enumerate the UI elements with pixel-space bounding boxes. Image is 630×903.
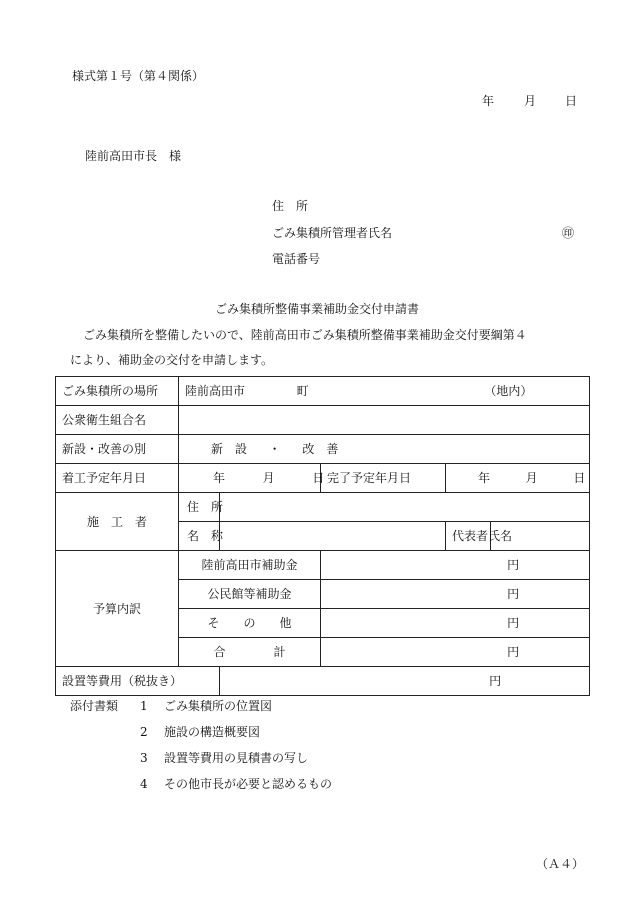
addressee: 陸前高田市長 様 [85, 149, 182, 163]
budget-city-amount[interactable]: 円 [321, 551, 590, 580]
budget-total-amount[interactable]: 円 [321, 638, 590, 667]
representative-label: 代表者氏名 [446, 522, 491, 551]
location-field[interactable] [179, 377, 590, 406]
attachments-heading: 添付書類 [70, 699, 119, 713]
row-type [56, 435, 590, 464]
row-union [56, 406, 590, 435]
type-field[interactable] [179, 435, 590, 464]
builder-address-field[interactable] [220, 493, 590, 522]
attachment-text: その他市長が必要と認めるもの [164, 777, 333, 791]
location-town: 町 [296, 384, 309, 398]
form-number: 様式第１号（第４関係） [72, 69, 205, 83]
location-city: 陸前高田市 [185, 384, 246, 398]
attachment-number: 3 [140, 751, 148, 765]
budget-item-label: 合 計 [179, 638, 321, 667]
applicant-address-label: 住 所 [272, 199, 309, 213]
end-month: 月 [525, 471, 538, 485]
builder-name-label: 名 称 [179, 522, 220, 551]
union-field[interactable] [179, 406, 590, 435]
seal-mark: ㊞ [562, 226, 575, 240]
paper-size-label: （Ａ４） [536, 857, 585, 871]
location-area: （地内） [484, 384, 533, 398]
application-form-table [55, 376, 590, 696]
start-date-field[interactable] [179, 464, 325, 493]
budget-other-amount[interactable]: 円 [321, 609, 590, 638]
attachment-number: 4 [140, 777, 148, 791]
start-date-label: 着工予定年月日 [56, 464, 179, 493]
attachment-number: 1 [140, 699, 148, 713]
date-year-label: 年 [482, 94, 495, 108]
end-date-label: 完了予定年月日 [321, 464, 446, 493]
date-day-label: 日 [565, 94, 578, 108]
attachment-text: 設置等費用の見積書の写し [164, 751, 309, 765]
body-line-2: により、補助金の交付を申請します。 [70, 353, 274, 367]
end-day: 日 [573, 471, 586, 485]
budget-item-label: 陸前高田市補助金 [179, 551, 321, 580]
budget-item-label: そ の 他 [179, 609, 321, 638]
attachment-text: ごみ集積所の位置図 [164, 699, 273, 713]
budget-label: 予算内訳 [56, 551, 179, 667]
attachment-number: 2 [140, 725, 148, 739]
union-label: 公衆衛生組合名 [56, 406, 179, 435]
location-label: ごみ集積所の場所 [56, 377, 179, 406]
row-schedule [56, 464, 590, 493]
start-month: 月 [262, 471, 275, 485]
applicant-phone-label: 電話番号 [272, 252, 321, 266]
date-month-label: 月 [524, 94, 537, 108]
cost-label: 設置等費用（税抜き） [56, 667, 220, 696]
type-label: 新設・改善の別 [56, 435, 179, 464]
applicant-manager-label: ごみ集積所管理者氏名 [272, 226, 393, 240]
builder-name-field[interactable] [220, 522, 446, 551]
type-separator: ・ [268, 442, 281, 456]
document-title: ごみ集積所整備事業補助金交付申請書 [215, 302, 420, 316]
type-new[interactable]: 新 設 [211, 442, 248, 456]
end-date-field[interactable] [446, 464, 590, 493]
row-location [56, 377, 590, 406]
type-improve[interactable]: 改 善 [302, 442, 339, 456]
builder-address-label: 住 所 [179, 493, 220, 522]
row-cost [56, 667, 590, 696]
end-year: 年 [478, 471, 491, 485]
builder-label: 施 工 者 [56, 493, 179, 551]
cost-amount[interactable]: 円 [220, 667, 590, 696]
start-year: 年 [213, 471, 226, 485]
body-line-1: ごみ集積所を整備したいので、陸前高田市ごみ集積所整備事業補助金交付要綱第４ [83, 328, 527, 342]
budget-item-label: 公民館等補助金 [179, 580, 321, 609]
row-builder-address [56, 493, 590, 522]
budget-hall-amount[interactable]: 円 [321, 580, 590, 609]
attachment-text: 施設の構造概要図 [164, 725, 261, 739]
start-day: 日 [312, 471, 325, 485]
row-budget-city [56, 551, 590, 580]
